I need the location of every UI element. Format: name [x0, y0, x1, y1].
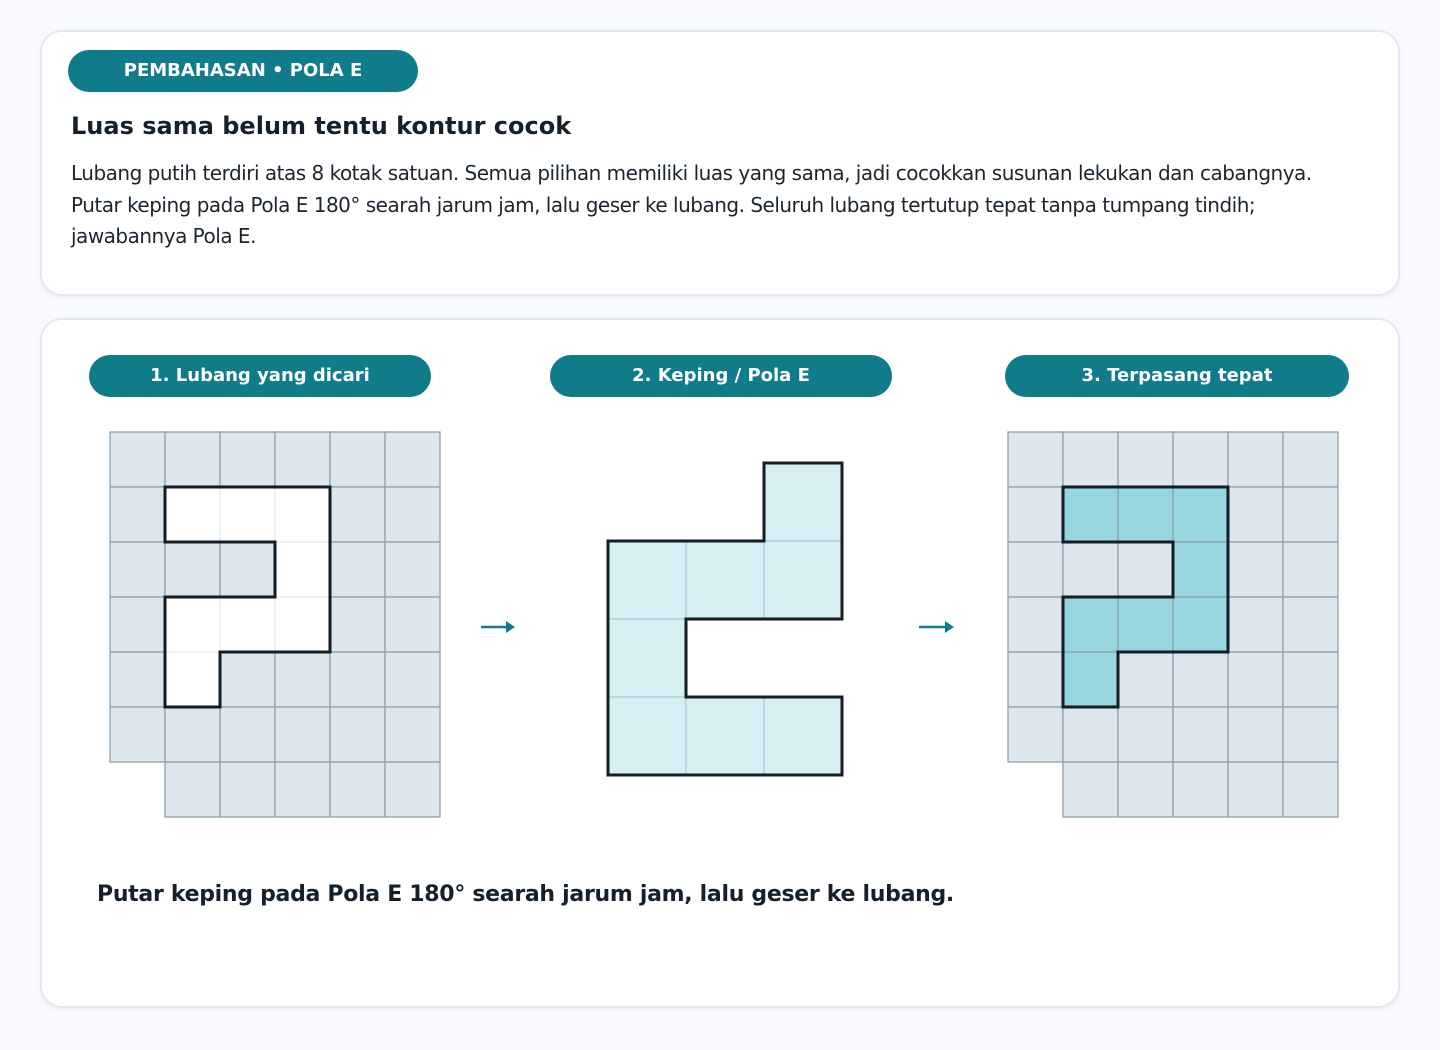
panel-3-board-cell — [1283, 707, 1338, 762]
panel-3-hole-cell — [1063, 652, 1118, 707]
panel-1-board-cell — [110, 597, 165, 652]
panel-1-board-cell — [330, 487, 385, 542]
panel-3-board-cell — [1063, 432, 1118, 487]
piece-cell — [686, 697, 764, 775]
section-badge: PEMBAHASAN • POLA E — [68, 50, 418, 92]
panel-1-board-cell — [220, 432, 275, 487]
panel-3-board-cell — [1008, 542, 1063, 597]
panel-3-board-cell — [1228, 487, 1283, 542]
piece-cell — [764, 541, 842, 619]
diagram-caption: Putar keping pada Pola E 180° searah jarum jam, lalu geser ke lubang. — [97, 882, 954, 907]
panel-1-board-cell — [385, 597, 440, 652]
panel-1-board-cell — [275, 707, 330, 762]
panel-3-board-cell — [1063, 707, 1118, 762]
panel-3-board-cell — [1063, 762, 1118, 817]
panel-3-board-cell — [1008, 597, 1063, 652]
piece-cell — [608, 697, 686, 775]
panel-3-hole-cell — [1063, 597, 1118, 652]
step-2-label: 2. Keping / Pola E — [550, 355, 892, 397]
panel-3-board-cell — [1228, 652, 1283, 707]
panel-1-board-cell — [385, 487, 440, 542]
panel-1-board-cell — [385, 542, 440, 597]
panel-1-hole-cell — [220, 597, 275, 652]
panel-3-board-cell — [1283, 597, 1338, 652]
explanation-card — [40, 30, 1400, 296]
panel-1-board-cell — [165, 707, 220, 762]
panel-3-board-cell — [1008, 652, 1063, 707]
panel-3-board-cell — [1173, 652, 1228, 707]
panel-1-hole-cell — [220, 487, 275, 542]
panel-1-board-cell — [330, 707, 385, 762]
panel-3-hole-cell — [1173, 597, 1228, 652]
diagram-card — [40, 318, 1400, 1008]
panel-1-hole-cell — [165, 652, 220, 707]
panel-1-board-cell — [110, 707, 165, 762]
panel-1-board-cell — [385, 707, 440, 762]
panel-3-board-cell — [1008, 707, 1063, 762]
panel-1-hole-cell — [165, 597, 220, 652]
panel-1-board-cell — [165, 762, 220, 817]
panel-1-hole-cell — [275, 487, 330, 542]
panel-1-board-cell — [110, 432, 165, 487]
panel-3-board-cell — [1118, 762, 1173, 817]
panel-3-hole-cell — [1173, 542, 1228, 597]
panel-3-board-cell — [1173, 707, 1228, 762]
panel-1-board-cell — [165, 432, 220, 487]
panel-3-board-cell — [1118, 707, 1173, 762]
panel-1-board-cell — [220, 652, 275, 707]
panel-1-board-cell — [275, 652, 330, 707]
panel-3-board-cell — [1228, 762, 1283, 817]
piece-cell — [608, 541, 686, 619]
panel-3-hole-cell — [1063, 487, 1118, 542]
panel-1-board-cell — [220, 762, 275, 817]
panel-3-board-cell — [1008, 487, 1063, 542]
panel-3-board-cell — [1228, 707, 1283, 762]
explanation-text: Lubang putih terdiri atas 8 kotak satuan. Semua pilihan memiliki luas yang sama, jadi cocokkan susunan lekukan dan cabangnya. Putar keping pada Pola E 180° searah jarum jam, lalu geser ke lubang. Seluruh lubang tertutup tepat tanpa tumpang tindih; jawabannya Pola E. — [71, 161, 1312, 248]
panel-3-board-cell — [1283, 652, 1338, 707]
panel-3-board-cell — [1008, 432, 1063, 487]
panel-1-board-cell — [275, 432, 330, 487]
panel-1-board-cell — [385, 652, 440, 707]
panel-1-hole-cell — [165, 487, 220, 542]
panel-3-board-cell — [1173, 762, 1228, 817]
piece-cell — [764, 697, 842, 775]
panel-1-board-cell — [275, 762, 330, 817]
panel-1-hole-cell — [275, 542, 330, 597]
panel-1-board-cell — [330, 432, 385, 487]
panel-3-board-cell — [1283, 432, 1338, 487]
panel-1-board-cell — [220, 707, 275, 762]
panel-3-board-cell — [1283, 542, 1338, 597]
right-arrow-icon — [945, 621, 954, 633]
panel-3-hole-cell — [1118, 487, 1173, 542]
panel-3-board-cell — [1228, 597, 1283, 652]
panel-1-board-cell — [330, 762, 385, 817]
panel-1-board-cell — [165, 542, 220, 597]
panel-3-hole-cell — [1118, 597, 1173, 652]
piece-cell — [608, 619, 686, 697]
piece-cell — [764, 463, 842, 541]
panel-3-board-cell — [1283, 487, 1338, 542]
panel-1-board-cell — [385, 762, 440, 817]
step-1-label: 1. Lubang yang dicari — [89, 355, 431, 397]
explanation-headline: Luas sama belum tentu kontur cocok — [71, 112, 572, 140]
panel-1-board-cell — [110, 652, 165, 707]
panel-1-board-cell — [220, 542, 275, 597]
step-3-label: 3. Terpasang tepat — [1005, 355, 1349, 397]
panel-1-board-cell — [110, 487, 165, 542]
panel-3-board-cell — [1228, 542, 1283, 597]
panel-1-board-cell — [330, 597, 385, 652]
panel-1-board-cell — [330, 542, 385, 597]
panel-3-hole-cell — [1173, 487, 1228, 542]
panel-1-board-cell — [330, 652, 385, 707]
piece-cell — [686, 541, 764, 619]
panel-3-board-cell — [1063, 542, 1118, 597]
panel-3-board-cell — [1118, 432, 1173, 487]
panel-3-board-cell — [1173, 432, 1228, 487]
panel-3-board-cell — [1118, 652, 1173, 707]
panel-3-board-cell — [1283, 762, 1338, 817]
panel-1-hole-cell — [275, 597, 330, 652]
panel-1-board-cell — [385, 432, 440, 487]
panel-3-board-cell — [1118, 542, 1173, 597]
panel-1-board-cell — [110, 542, 165, 597]
right-arrow-icon — [506, 621, 515, 633]
panel-3-board-cell — [1228, 432, 1283, 487]
